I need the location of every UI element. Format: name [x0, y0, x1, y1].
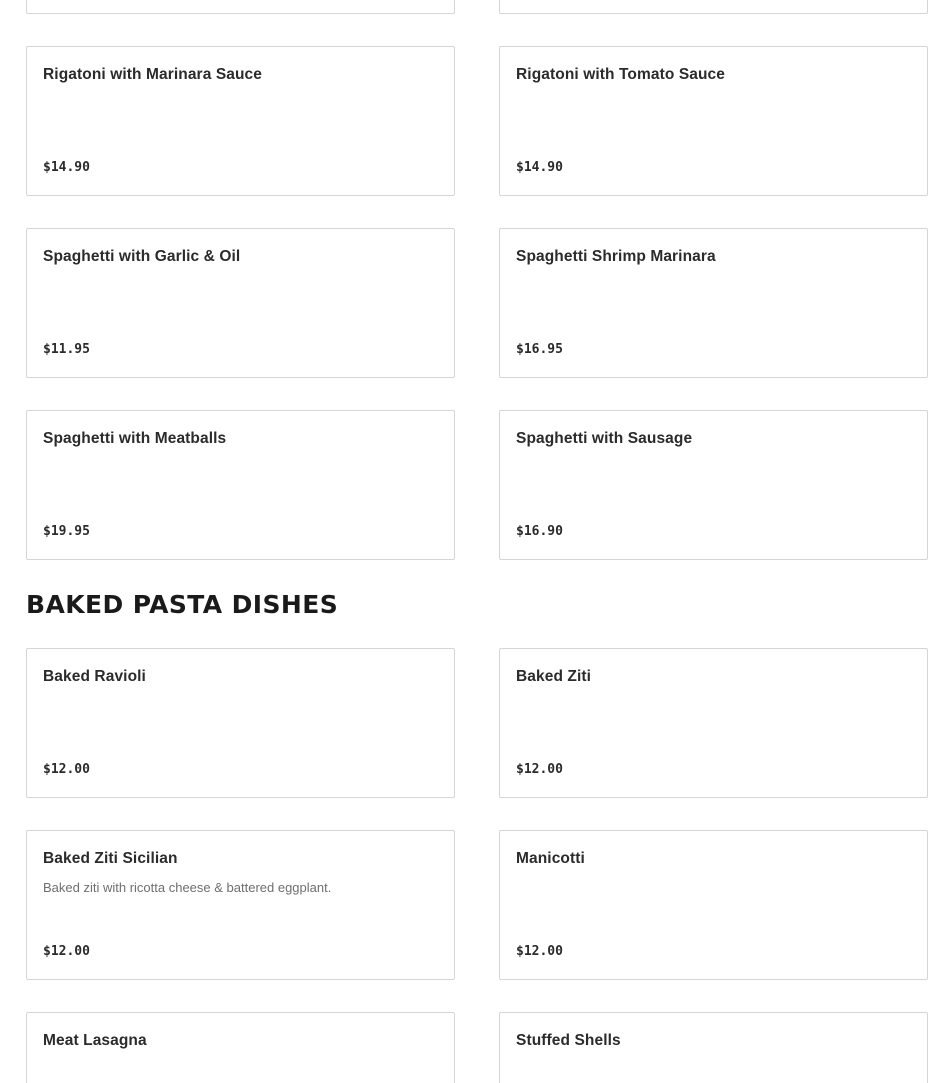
menu-item-price: $12.00	[516, 762, 563, 777]
menu-item-card[interactable]	[499, 830, 928, 980]
menu-item-name: Baked Ziti	[516, 668, 592, 685]
menu-items-grid	[26, 0, 928, 560]
menu-item-price: $12.00	[43, 762, 90, 777]
menu-item-name: Spaghetti with Sausage	[516, 430, 693, 447]
menu-item-card[interactable]	[499, 1012, 928, 1083]
menu-item-card[interactable]	[499, 648, 928, 798]
menu-item-name: Manicotti	[516, 850, 585, 867]
menu-item-price: $12.00	[43, 944, 90, 959]
menu-item-card[interactable]	[499, 46, 928, 196]
menu-item-price: $12.00	[516, 944, 563, 959]
menu-item-name: Rigatoni with Tomato Sauce	[516, 66, 725, 83]
menu-item-name: Spaghetti with Meatballs	[43, 430, 227, 447]
menu-item-card[interactable]	[499, 410, 928, 560]
menu-item-price: $14.90	[516, 160, 563, 175]
menu-item-card[interactable]	[26, 410, 455, 560]
menu-item-name: Spaghetti with Garlic & Oil	[43, 248, 241, 265]
menu-item-name: Spaghetti Shrimp Marinara	[516, 248, 716, 265]
menu-item-price: $16.95	[516, 342, 563, 357]
menu-item-name: Baked Ziti Sicilian	[43, 850, 178, 867]
menu-item-card[interactable]	[499, 228, 928, 378]
menu-item-name: Rigatoni with Marinara Sauce	[43, 66, 262, 83]
section-title: BAKED PASTA DISHES	[26, 590, 339, 619]
menu-item-card[interactable]	[499, 0, 928, 14]
menu-item-price: $16.90	[516, 524, 563, 539]
menu-item-card[interactable]	[26, 648, 455, 798]
menu-item-name: Stuffed Shells	[516, 1032, 621, 1049]
menu-item-name: Baked Ravioli	[43, 668, 146, 685]
menu-item-description: Baked ziti with ricotta cheese & battered eggplant.	[43, 880, 332, 895]
menu-items-grid	[26, 648, 928, 1083]
menu-item-card[interactable]	[26, 1012, 455, 1083]
menu-item-card[interactable]	[26, 46, 455, 196]
menu-item-price: $11.95	[43, 342, 90, 357]
menu-item-price: $19.95	[43, 524, 90, 539]
menu-item-price: $14.90	[43, 160, 90, 175]
menu-item-card[interactable]	[26, 830, 455, 980]
menu-item-name: Meat Lasagna	[43, 1032, 147, 1049]
menu-item-card[interactable]	[26, 0, 455, 14]
menu-item-card[interactable]	[26, 228, 455, 378]
